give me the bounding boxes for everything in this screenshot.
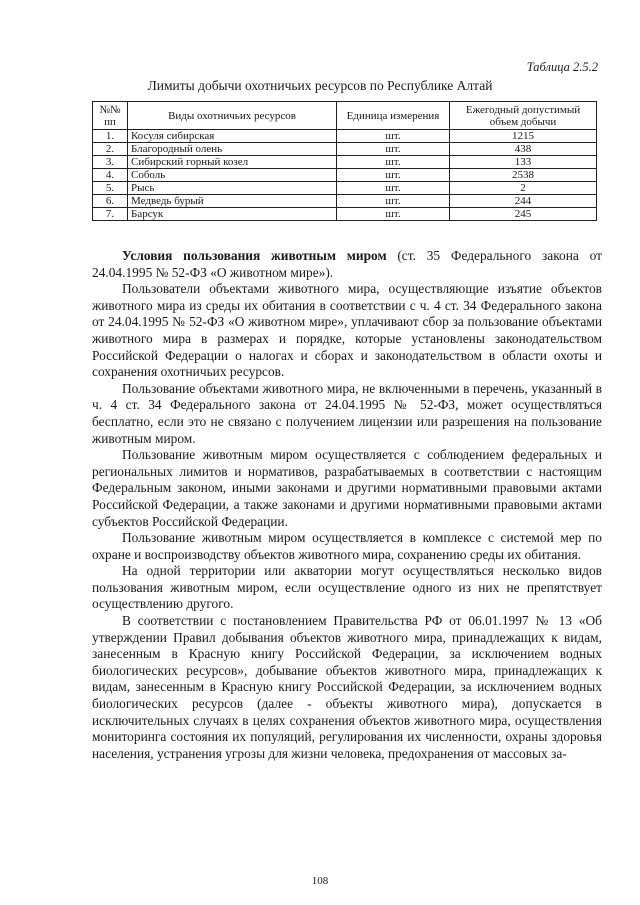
row-value: 2 (450, 182, 597, 195)
row-num: 4. (93, 169, 128, 182)
table-row (93, 182, 597, 195)
row-num: 3. (93, 156, 128, 169)
header-num: №№ пп (93, 102, 128, 130)
body-text (92, 248, 602, 762)
section-heading-reference: (ст. 35 Федерального закона от 24.04.1995 № 52-ФЗ «О животном мире»). (92, 248, 602, 280)
row-species: Барсук (128, 208, 337, 221)
header-volume: Ежегодный допустимый объем добычи (450, 102, 597, 130)
row-value: 133 (450, 156, 597, 169)
row-species: Сибирский горный козел (128, 156, 337, 169)
row-species: Рысь (128, 182, 337, 195)
row-species: Благородный олень (128, 143, 337, 156)
table-title: Лимиты добычи охотничьих ресурсов по Республике Алтай (147, 78, 493, 93)
header-species: Виды охотничьих ресурсов (128, 102, 337, 130)
row-species: Медведь бурый (128, 195, 337, 208)
table-row (93, 143, 597, 156)
paragraph: Пользование животным миром осуществляется с соблюдением федеральных и региональных лимитов и нормативов, разрабатываемых в соответствии с настоящим Федеральным законом, иными законами и другими нормативными правовыми актами Российской Федерации, а также законами и другими нормативными правовыми актами субъектов Российской Федерации. (92, 447, 602, 529)
section-heading: Условия пользования животным миром (122, 248, 387, 263)
row-num: 1. (93, 130, 128, 143)
paragraph: Пользование животным миром осуществляется в комплексе с системой мер по охране и воспроизводству объектов животного мира, сохранению среды их обитания. (92, 530, 602, 562)
row-unit: шт. (337, 208, 450, 221)
page-number: 108 (311, 875, 329, 887)
row-num: 6. (93, 195, 128, 208)
row-unit: шт. (337, 143, 450, 156)
row-value: 244 (450, 195, 597, 208)
table-row (93, 195, 597, 208)
table-row (93, 130, 597, 143)
row-value: 2538 (450, 169, 597, 182)
row-num: 7. (93, 208, 128, 221)
paragraph: Пользователи объектами животного мира, осуществляющие изъятие объектов животного мира из среды их обитания в соответствии с ч. 4 ст. 34 Федерального закона от 24.04.1995 № 52-ФЗ «О животном мире», уплачивают сбор за пользование объектами животного мира в размерах и порядке, которые установлены законодательством Российской Федерации о налогах и сборах и законодательством в области охоты и сохранения охотничьих ресурсов. (92, 281, 602, 380)
row-unit: шт. (337, 182, 450, 195)
row-value: 245 (450, 208, 597, 221)
header-unit: Единица измерения (337, 102, 450, 130)
row-species: Косуля сибирская (128, 130, 337, 143)
row-num: 2. (93, 143, 128, 156)
row-unit: шт. (337, 195, 450, 208)
section-heading-paragraph (92, 248, 602, 281)
table-row (93, 169, 597, 182)
paragraph: На одной территории или акватории могут осуществляться несколько видов пользования животным миром, если осуществление одного из них не препятствует осуществлению другого. (92, 563, 602, 612)
paragraph: Пользование объектами животного мира, не включенными в перечень, указанный в ч. 4 ст. 34 Федерального закона от 24.04.1995 № 52-ФЗ, может осуществляться бесплатно, если это не связано с получением лицензии или разрешения на пользование животным миром. (92, 380, 602, 446)
table-row (93, 156, 597, 169)
row-species: Соболь (128, 169, 337, 182)
row-unit: шт. (337, 169, 450, 182)
row-unit: шт. (337, 130, 450, 143)
row-value: 438 (450, 143, 597, 156)
row-value: 1215 (450, 130, 597, 143)
row-num: 5. (93, 182, 128, 195)
table-row (93, 208, 597, 221)
table-label: Таблица 2.5.2 (526, 60, 598, 74)
table-header-row (93, 102, 597, 130)
limits-table (92, 101, 597, 221)
paragraph: В соответствии с постановлением Правительства РФ от 06.01.1997 № 13 «Об утверждении Правил добывания объектов животного мира, принадлежащих к видам, занесенным в Красную книгу Российской Федерации, за исключением водных биологических ресурсов», добывание объектов животного мира, принадлежащих к видам, занесенным в Красную книгу Российской Федерации, за исключением водных биологических ресурсов (далее - объекты животного мира), допускается в исключительных случаях в целях сохранения объектов животного мира, осуществления мониторинга состояния их популяций, регулирования их численности, охраны здоровья населения, устранения угрозы для жизни человека, предохранения от массовых за- (92, 613, 602, 761)
row-unit: шт. (337, 156, 450, 169)
